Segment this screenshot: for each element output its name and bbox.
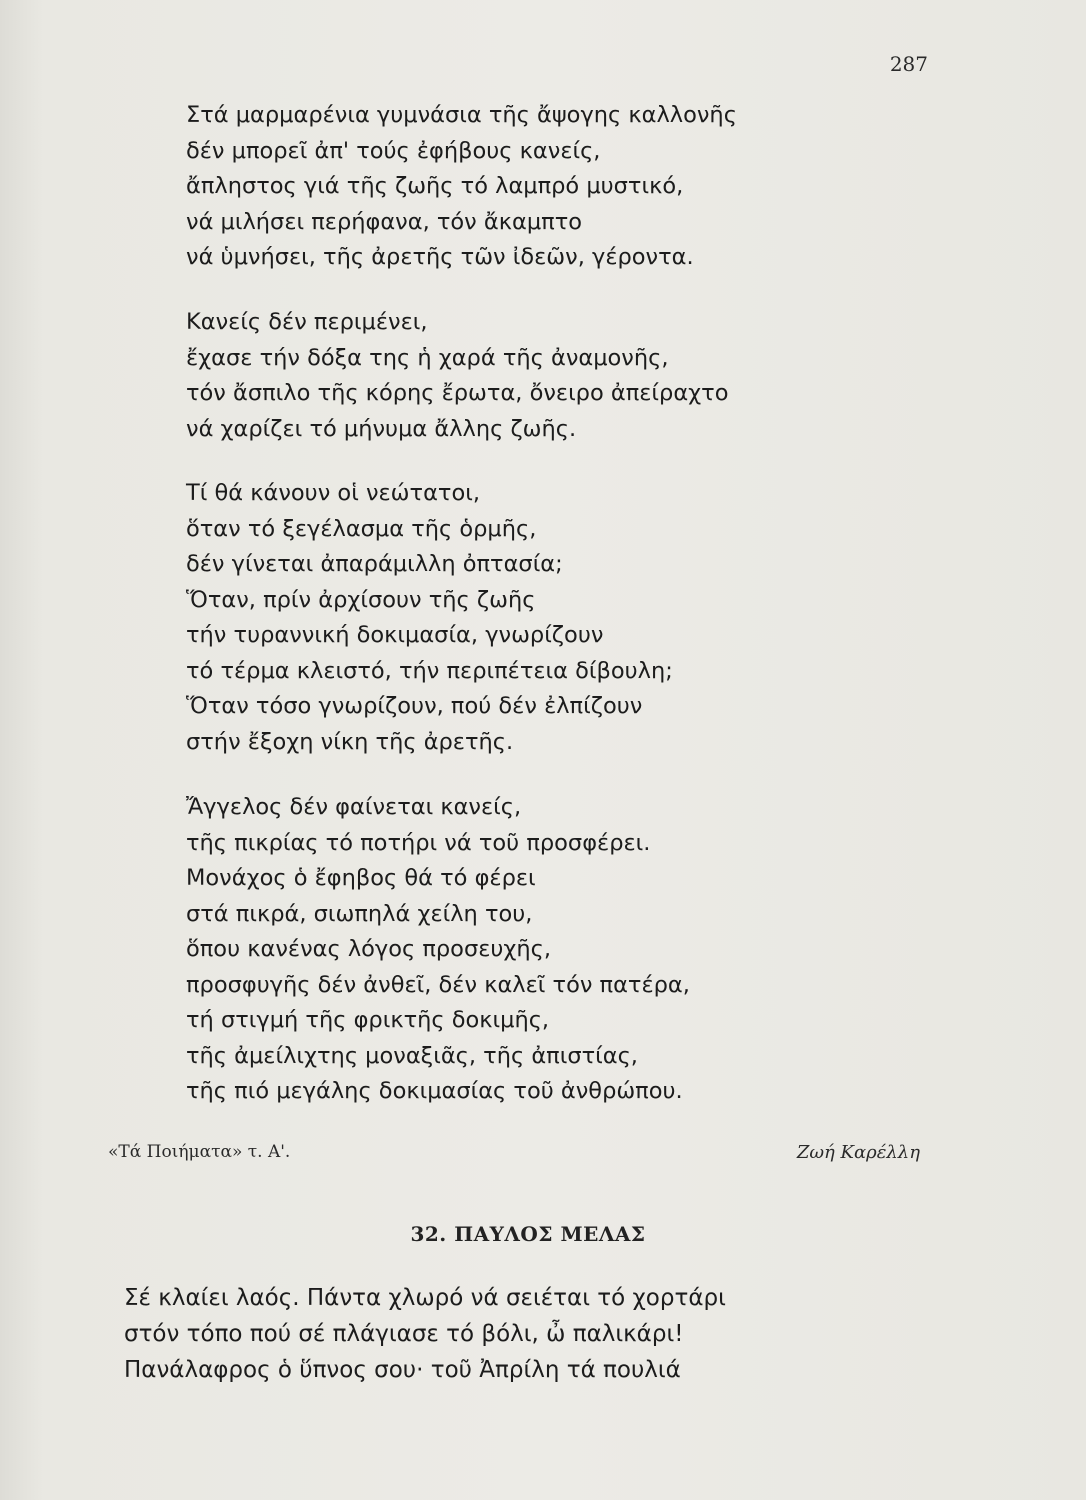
next-poem [124,1280,726,1388]
poem-line: Ἄγγελος δέν φαίνεται κανείς, [186,794,522,820]
poem-line: τῆς ἀμείλιχτης μοναξιᾶς, τῆς ἀπιστίας, [186,1042,638,1069]
poem-line: στήν ἔξοχη νίκη τῆς ἀρετῆς. [186,728,514,755]
poem-line: στόν τόπο πού σέ πλάγιασε τό βόλι, ὦ παλικάρι! [124,1321,684,1347]
poem-line: ὅπου κανένας λόγος προσευχῆς, [186,936,551,962]
poem-line: τόν ἄσπιλο τῆς κόρης ἔρωτα, ὄνειρο ἀπείραχτο [186,380,729,406]
poem-author: Ζωή Καρέλλη [796,1142,920,1163]
poem-line: Πανάλαφρος ὁ ὕπνος σου· τοῦ Ἀπρίλη τά πουλιά [124,1357,681,1383]
poem-line: στά πικρά, σιωπηλά χείλη του, [186,900,533,927]
poem-line: Κανείς δέν περιμένει, [186,309,428,335]
poem-line: ἄπληστος γιά τῆς ζωῆς τό λαμπρό μυστικό, [186,173,684,199]
poem-line: Τί θά κάνουν οἱ νεώτατοι, [186,480,480,506]
page-number: 287 [889,52,928,76]
poem-line: ἔχασε τήν δόξα της ἡ χαρά τῆς ἀναμονῆς, [186,344,669,371]
poem-line: δέν γίνεται ἀπαράμιλλη ὀπτασία; [186,551,563,577]
poem-line: νά μιλήσει περήφανα, τόν ἄκαμπτο [186,208,583,235]
poem-line: τό τέρμα κλειστό, τήν περιπέτεια δίβουλη; [186,657,673,684]
poem-line: τήν τυραννική δοκιμασία, γνωρίζουν [186,622,604,648]
section-heading [0,1222,1086,1246]
poem-line: τή στιγμή τῆς φρικτῆς δοκιμῆς, [186,1007,550,1033]
poem-line: νά χαρίζει τό μήνυμα ἄλλης ζωῆς. [186,415,577,442]
poem-line: προσφυγῆς δέν ἀνθεῖ, δέν καλεῖ τόν πατέρα, [186,971,690,998]
poem-line: Ὅταν, πρίν ἀρχίσουν τῆς ζωῆς [186,586,536,613]
stanza-1 [186,98,737,276]
poem-line: Στά μαρμαρένια γυμνάσια τῆς ἄψογης καλλονῆς [186,102,737,128]
poem-line: νά ὑμνήσει, τῆς ἀρετῆς τῶν ἰδεῶν, γέροντα. [186,244,694,270]
poem-line: τῆς πικρίας τό ποτήρι νά τοῦ προσφέρει. [186,829,651,856]
poem-line: Μονάχος ὁ ἔφηβος θά τό φέρει [186,865,536,891]
poem-line: ὅταν τό ξεγέλασμα τῆς ὁρμῆς, [186,515,537,542]
section-heading-text: 32. ΠΑΥΛΟΣ ΜΕΛΑΣ [410,1222,646,1246]
stanza-2 [186,305,728,447]
source-citation: «Τά Ποιήματα» τ. Α'. [108,1142,291,1162]
stanza-4 [186,790,690,1110]
poem-line: τῆς πιό μεγάλης δοκιμασίας τοῦ ἀνθρώπου. [186,1078,683,1104]
poem-line: Σέ κλαίει λαός. Πάντα χλωρό νά σειέται τό χορτάρι [124,1285,726,1311]
poem-line: δέν μπορεῖ ἀπ' τούς ἐφήβους κανείς, [186,137,601,164]
poem-line: Ὅταν τόσο γνωρίζουν, πού δέν ἐλπίζουν [186,693,643,719]
stanza-3 [186,476,673,760]
